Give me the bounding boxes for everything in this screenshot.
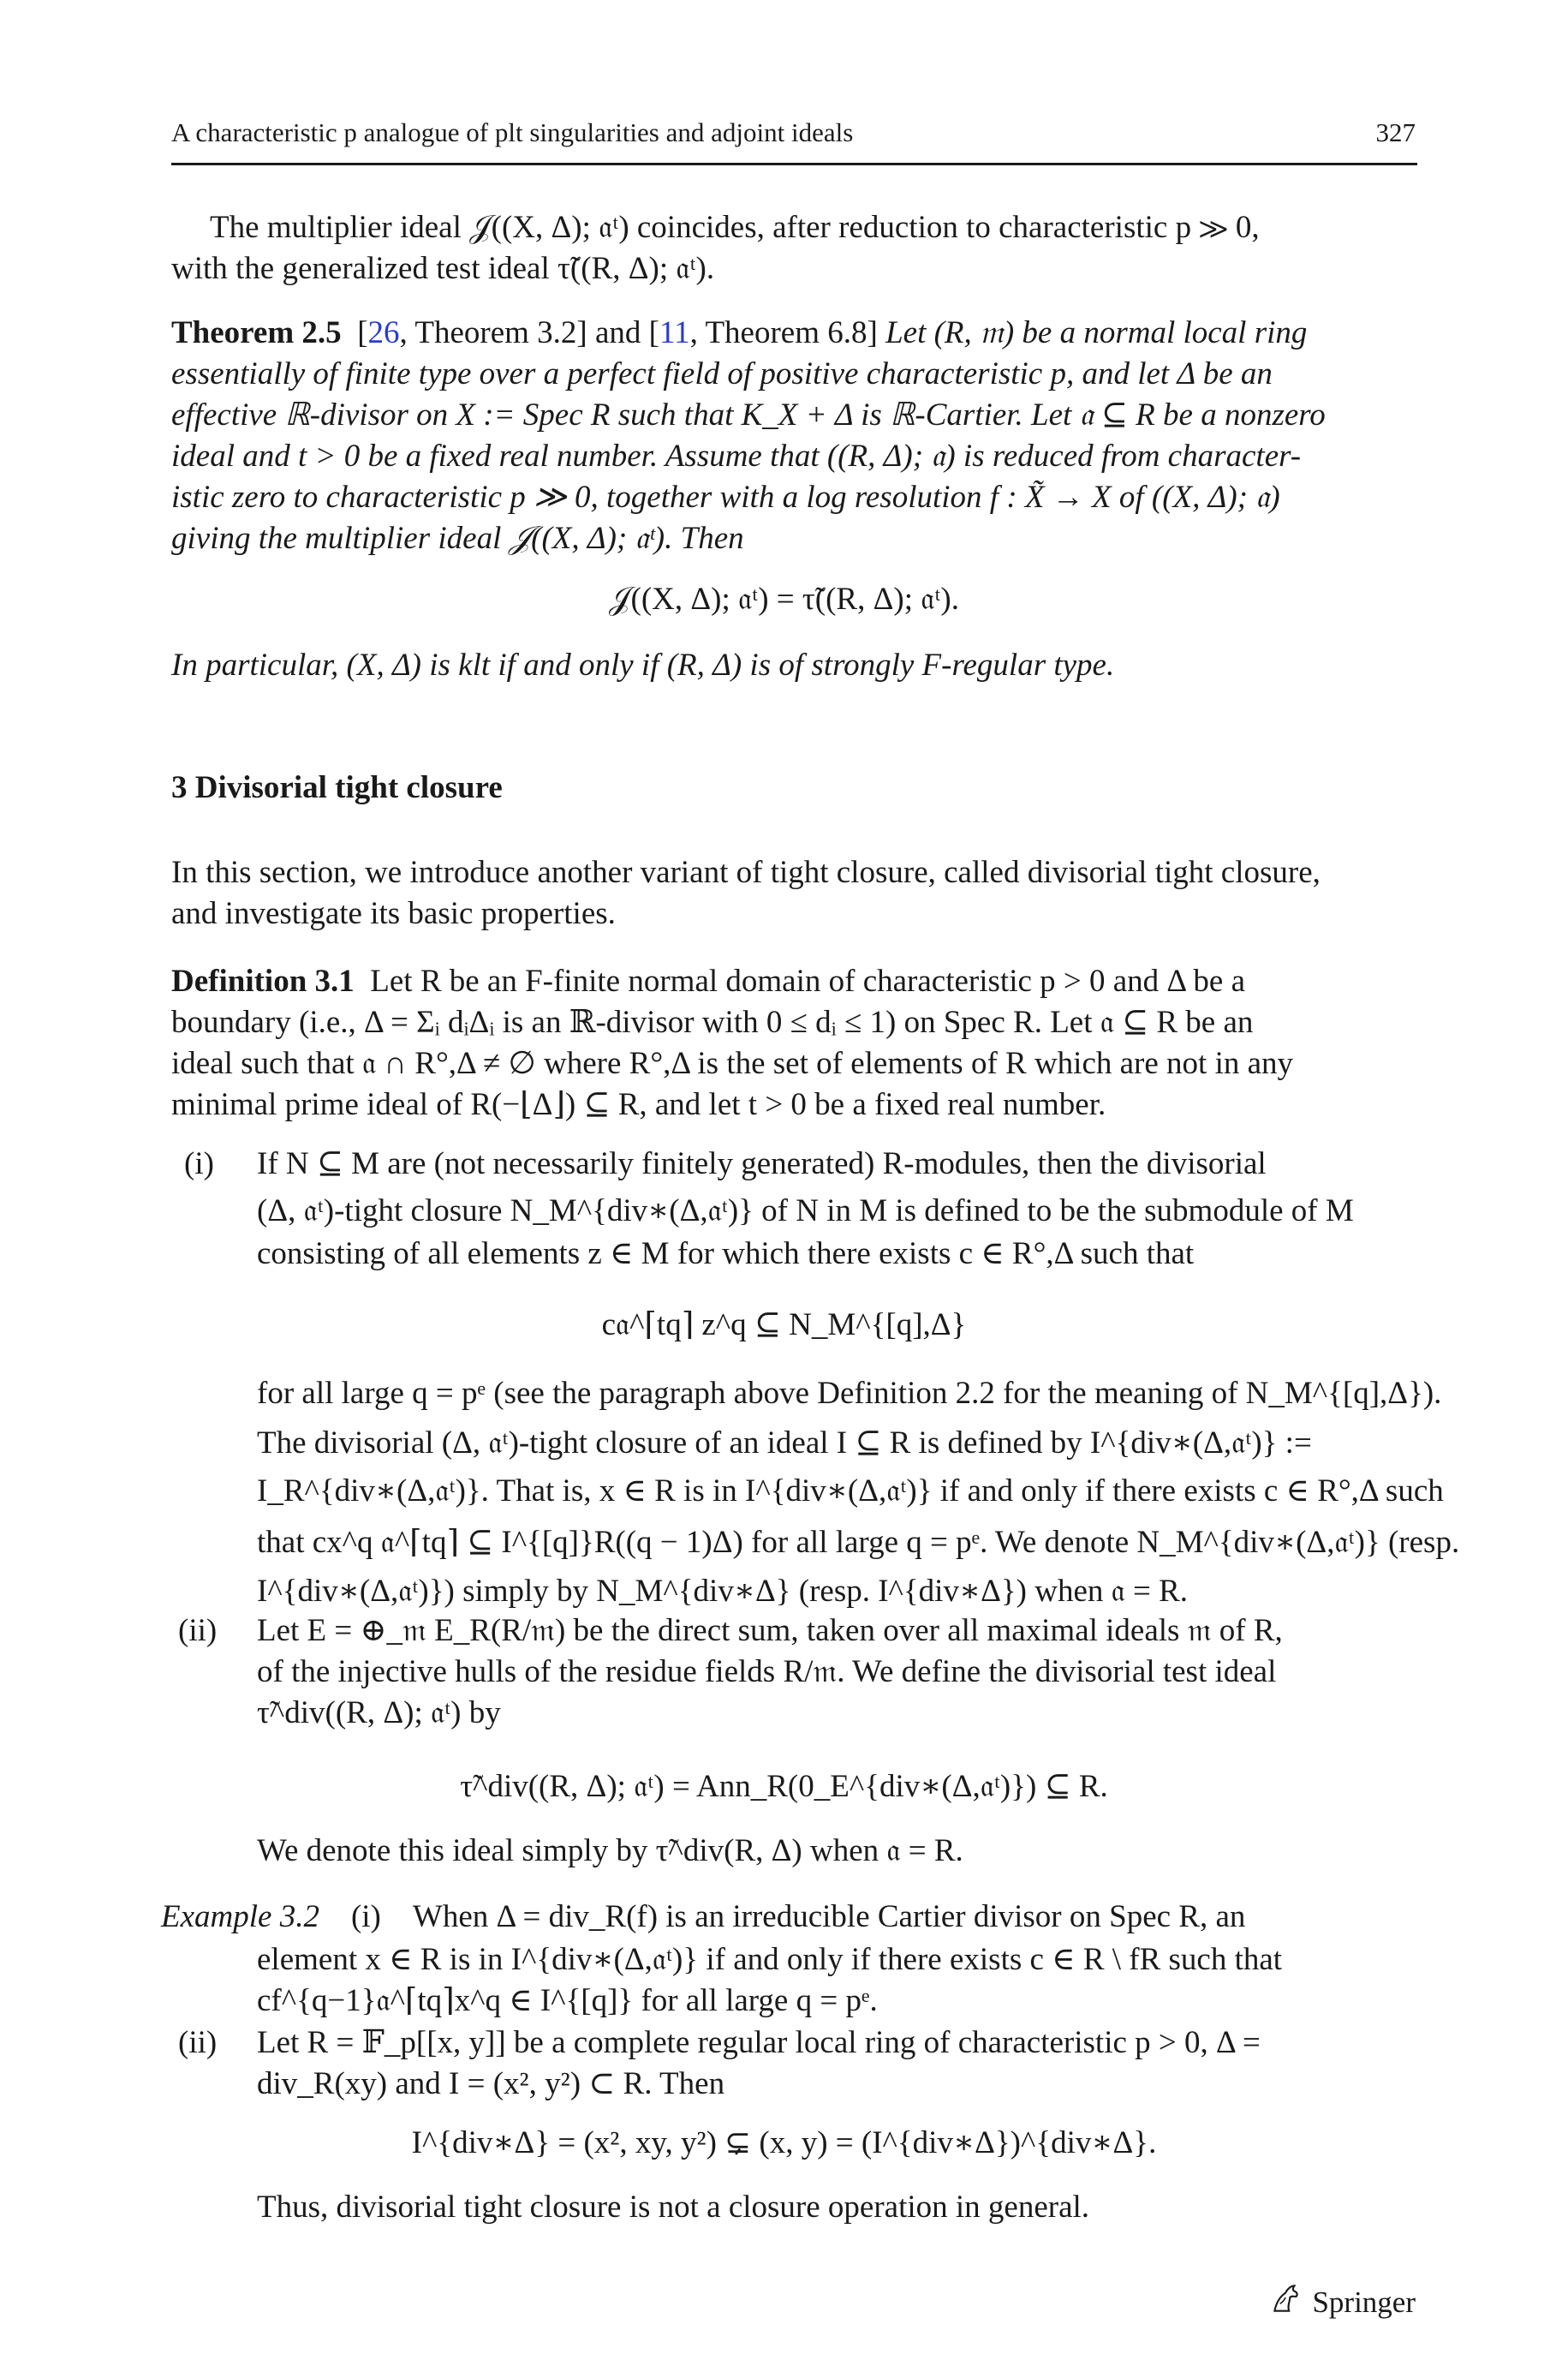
example-item-ii-marker: (ii): [178, 2025, 218, 2060]
theorem-2-5-line-5: istic zero to characteristic p ≫ 0, together with a log resolution f : X̃ → X of ((X, Δ); 𝔞): [171, 480, 1280, 515]
running-title: A characteristic p analogue of plt singularities and adjoint ideals: [171, 117, 854, 147]
example-item-ii-line-1: Let R = 𝔽_p[[x, y]] be a complete regular local ring of characteristic p > 0, Δ =: [257, 2025, 1261, 2060]
theorem-2-5-line-6: giving the multiplier ideal 𝒥((X, Δ); 𝔞ᵗ). Then: [171, 521, 744, 556]
definition-label: Definition 3.1: [171, 964, 355, 999]
citation-link-26[interactable]: 26: [367, 315, 400, 350]
definition-item-i-line-5: The divisorial (Δ, 𝔞ᵗ)-tight closure of an ideal I ⊆ R is defined by I^{div∗(Δ,𝔞ᵗ)} :=: [257, 1425, 1312, 1461]
theorem-2-5-equation: 𝒥((X, Δ); 𝔞ᵗ) = τ̃((R, Δ); 𝔞ᵗ).: [609, 582, 959, 617]
publisher-name: Springer: [1312, 2285, 1416, 2319]
example-item-ii-line-3: Thus, divisorial tight closure is not a closure operation in general.: [257, 2190, 1090, 2225]
theorem-2-5-line-2: essentially of finite type over a perfect field of positive characteristic p, and let Δ be an: [171, 356, 1273, 391]
example-3-2-line-1: Example 3.2 (i) When Δ = div_R(f) is an irreducible Cartier divisor on Spec R, an: [161, 1899, 1246, 1934]
section-heading: 3 Divisorial tight closure: [171, 770, 503, 805]
definition-item-ii-line-3: τ̃^div((R, Δ); 𝔞ᵗ) by: [257, 1695, 501, 1730]
example-item-ii-line-2: div_R(xy) and I = (x², y²) ⊂ R. Then: [257, 2066, 725, 2101]
definition-item-i-marker: (i): [184, 1146, 214, 1181]
definition-item-ii-line-4: We denote this ideal simply by τ̃^div(R, Δ) when 𝔞 = R.: [257, 1833, 963, 1868]
example-item-i-line-3: cf^{q−1}𝔞^⌈tq⌉x^q ∈ I^{[q]} for all large q = pᵉ.: [257, 1983, 878, 2018]
example-item-i-line-2: element x ∈ R is in I^{div∗(Δ,𝔞ᵗ)} if and only if there exists c ∈ R \ fR such that: [257, 1942, 1283, 1977]
theorem-2-5-line-1: Theorem 2.5 [26, Theorem 3.2] and [11, Theorem 6.8] Let (R, 𝔪) be a normal local ring: [171, 315, 1308, 350]
definition-item-i-line-4: for all large q = pᵉ (see the paragraph above Definition 2.2 for the meaning of N_M^{[q],Δ}).: [257, 1376, 1442, 1411]
theorem-2-5-line-3: effective ℝ-divisor on X := Spec R such that K_X + Δ is ℝ-Cartier. Let 𝔞 ⊆ R be a nonzero: [171, 397, 1326, 433]
header-rule: [171, 163, 1417, 165]
example-label: Example 3.2: [161, 1899, 319, 1934]
definition-item-i-line-2: (Δ, 𝔞ᵗ)-tight closure N_M^{div∗(Δ,𝔞ᵗ)} of N in M is defined to be the submodule of M: [257, 1193, 1354, 1228]
example-item-ii-equation: I^{div∗Δ} = (x², xy, y²) ⊊ (x, y) = (I^{div∗Δ})^{div∗Δ}.: [411, 2125, 1157, 2160]
intro-line-1: The multiplier ideal 𝒥((X, Δ); 𝔞ᵗ) coincides, after reduction to characteristic p ≫ 0,: [210, 210, 1260, 245]
definition-item-i-line-8: I^{div∗(Δ,𝔞ᵗ)}) simply by N_M^{div∗Δ} (resp. I^{div∗Δ}) when 𝔞 = R.: [257, 1574, 1189, 1609]
definition-item-ii-line-2: of the injective hulls of the residue fields R/𝔪. We define the divisorial test ideal: [257, 1654, 1277, 1689]
definition-item-i-equation: c𝔞^⌈tq⌉ z^q ⊆ N_M^{[q],Δ}: [601, 1307, 967, 1342]
definition-item-i-line-6: I_R^{div∗(Δ,𝔞ᵗ)}. That is, x ∈ R is in I^{div∗(Δ,𝔞ᵗ)} if and only if there exists c ∈ R°,Δ such: [257, 1473, 1444, 1509]
theorem-2-5-conclusion: In particular, (X, Δ) is klt if and only if (R, Δ) is of strongly F-regular type.: [171, 648, 1115, 683]
theorem-label: Theorem 2.5: [171, 315, 342, 350]
definition-item-i-line-7: that cx^q 𝔞^⌈tq⌉ ⊆ I^{[q]}R((q − 1)Δ) for all large q = pᵉ. We denote N_M^{div∗(Δ,𝔞ᵗ)} (resp.: [257, 1525, 1460, 1560]
section-intro-line-1: In this section, we introduce another variant of tight closure, called divisorial tight closure,: [171, 855, 1321, 890]
theorem-2-5-line-4: ideal and t > 0 be a fixed real number. Assume that ((R, Δ); 𝔞) is reduced from character-: [171, 439, 1302, 474]
definition-3-1-line-3: ideal such that 𝔞 ∩ R°,Δ ≠ ∅ where R°,Δ is the set of elements of R which are not in any: [171, 1046, 1294, 1081]
definition-3-1-line-2: boundary (i.e., Δ = Σᵢ dᵢΔᵢ is an ℝ-divisor with 0 ≤ dᵢ ≤ 1) on Spec R. Let 𝔞 ⊆ R be an: [171, 1005, 1254, 1040]
intro-line-2: with the generalized test ideal τ̃((R, Δ); 𝔞ᵗ).: [171, 251, 715, 286]
springer-logo: [1267, 2280, 1416, 2324]
definition-item-i-line-1: If N ⊆ M are (not necessarily finitely generated) R-modules, then the divisorial: [257, 1146, 1267, 1181]
springer-horse-icon: [1267, 2280, 1303, 2324]
citation-link-11[interactable]: 11: [659, 315, 690, 350]
definition-3-1-line-4: minimal prime ideal of R(−⌊Δ⌋) ⊆ R, and let t > 0 be a fixed real number.: [171, 1087, 1106, 1122]
definition-item-i-line-3: consisting of all elements z ∈ M for which there exists c ∈ R°,Δ such that: [257, 1236, 1195, 1271]
definition-item-ii-marker: (ii): [178, 1613, 218, 1648]
definition-item-ii-equation: τ̃^div((R, Δ); 𝔞ᵗ) = Ann_R(0_E^{div∗(Δ,𝔞ᵗ)}) ⊆ R.: [460, 1769, 1108, 1804]
definition-item-ii-line-1: Let E = ⊕_𝔪 E_R(R/𝔪) be the direct sum, taken over all maximal ideals 𝔪 of R,: [257, 1613, 1283, 1648]
section-intro-line-2: and investigate its basic properties.: [171, 896, 616, 931]
page-number: 327: [1375, 117, 1416, 147]
definition-3-1-line-1: Definition 3.1 Let R be an F-finite normal domain of characteristic p > 0 and Δ be a: [171, 964, 1246, 999]
